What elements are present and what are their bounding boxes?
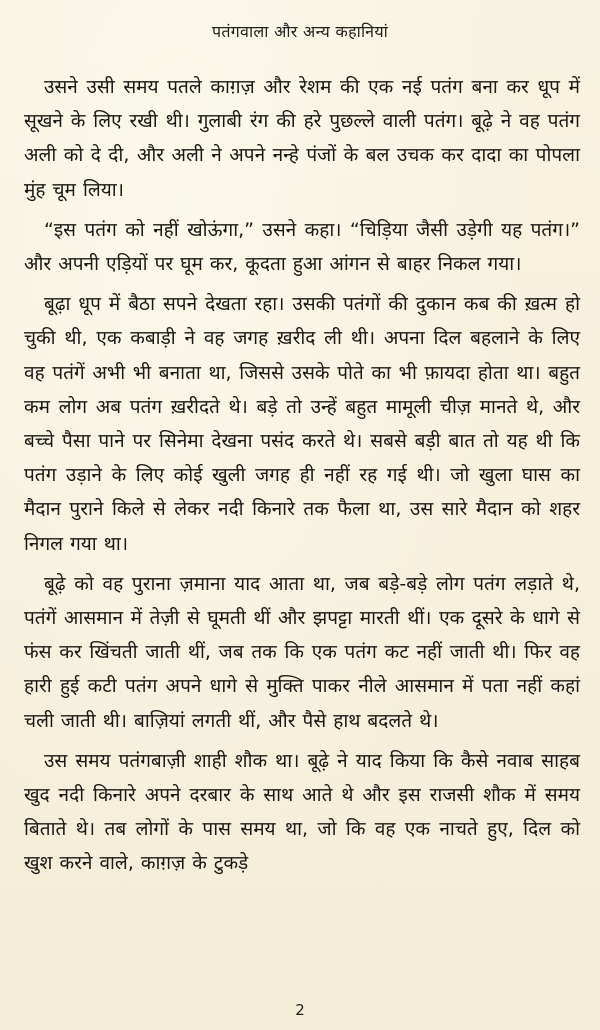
body-text bbox=[24, 70, 580, 881]
page-number: 2 bbox=[295, 1001, 305, 1019]
paragraph-5: उस समय पतंगबाज़ी शाही शौक था। बूढ़े ने याद किया कि कैसे नवाब साहब खुद नदी किनारे अपने दरबार के साथ आते थे और इस राजसी शौक में समय बिताते थे। तब लोगों के पास समय था, जो कि वह एक नाचते हुए, दिल को खुश करने वाले, काग़ज़ के टुकड़े bbox=[24, 749, 580, 875]
running-header: पतंगवाला और अन्य कहानियां bbox=[211, 22, 389, 41]
paragraph-2: “इस पतंग को नहीं खोऊंगा,” उसने कहा। “चिड़िया जैसी उड़ेगी यह पतंग।” और अपनी एड़ियों पर घूम कर, कूदता हुआ आंगन से बाहर निकल गया। bbox=[24, 218, 580, 276]
paragraph-4: बूढ़े को वह पुराना ज़माना याद आता था, जब बड़े-बड़े लोग पतंग लड़ाते थे, पतंगें आसमान में तेज़ी से घूमती थीं और झपट्टा मारती थीं। एक दूसरे के धागे से फंस कर खिंचती जाती थीं, जब तक कि एक पतंग कट नहीं जाती थी। फिर वह हारी हुई कटी पतंग अपने धागे से मुक्ति पाकर नीले आसमान में पता नहीं कहां चली जाती थी। बाज़ियां लगती थीं, और पैसे हाथ बदलते थे। bbox=[24, 572, 580, 732]
paragraph-1: उसने उसी समय पतले काग़ज़ और रेशम की एक नई पतंग बना कर धूप में सूखने के लिए रखी थी। गुलाबी रंग की हरे पुछल्ले वाली पतंग। बूढ़े ने वह पतंग अली को दे दी, और अली ने अपने नन्हे पंजों के बल उचक कर दादा का पोपला मुंह चूम लिया। bbox=[24, 76, 580, 201]
paragraph-3: बूढ़ा धूप में बैठा सपने देखता रहा। उसकी पतंगों की दुकान कब की ख़त्म हो चुकी थी, एक कबाड़ी ने वह जगह ख़रीद ली थी। अपना दिल बहलाने के लिए वह पतंगें अभी भी बनाता था, जिससे उसके पोते का भी फ़ायदा होता था। बहुत कम लोग अब पतंग ख़रीदते थे। बड़े तो उन्हें बहुत मामूली चीज़ मानते थे, और बच्चे पैसा पाने पर सिनेमा देखना पसंद करते थे। सबसे बड़ी बात तो यह थी कि पतंग उड़ाने के लिए कोई खुली जगह ही नहीं रह गई थी। जो खुला घास का मैदान पुराने किले से लेकर नदी किनारे तक फैला था, उस सारे मैदान को शहर निगल गया था। bbox=[24, 293, 580, 555]
